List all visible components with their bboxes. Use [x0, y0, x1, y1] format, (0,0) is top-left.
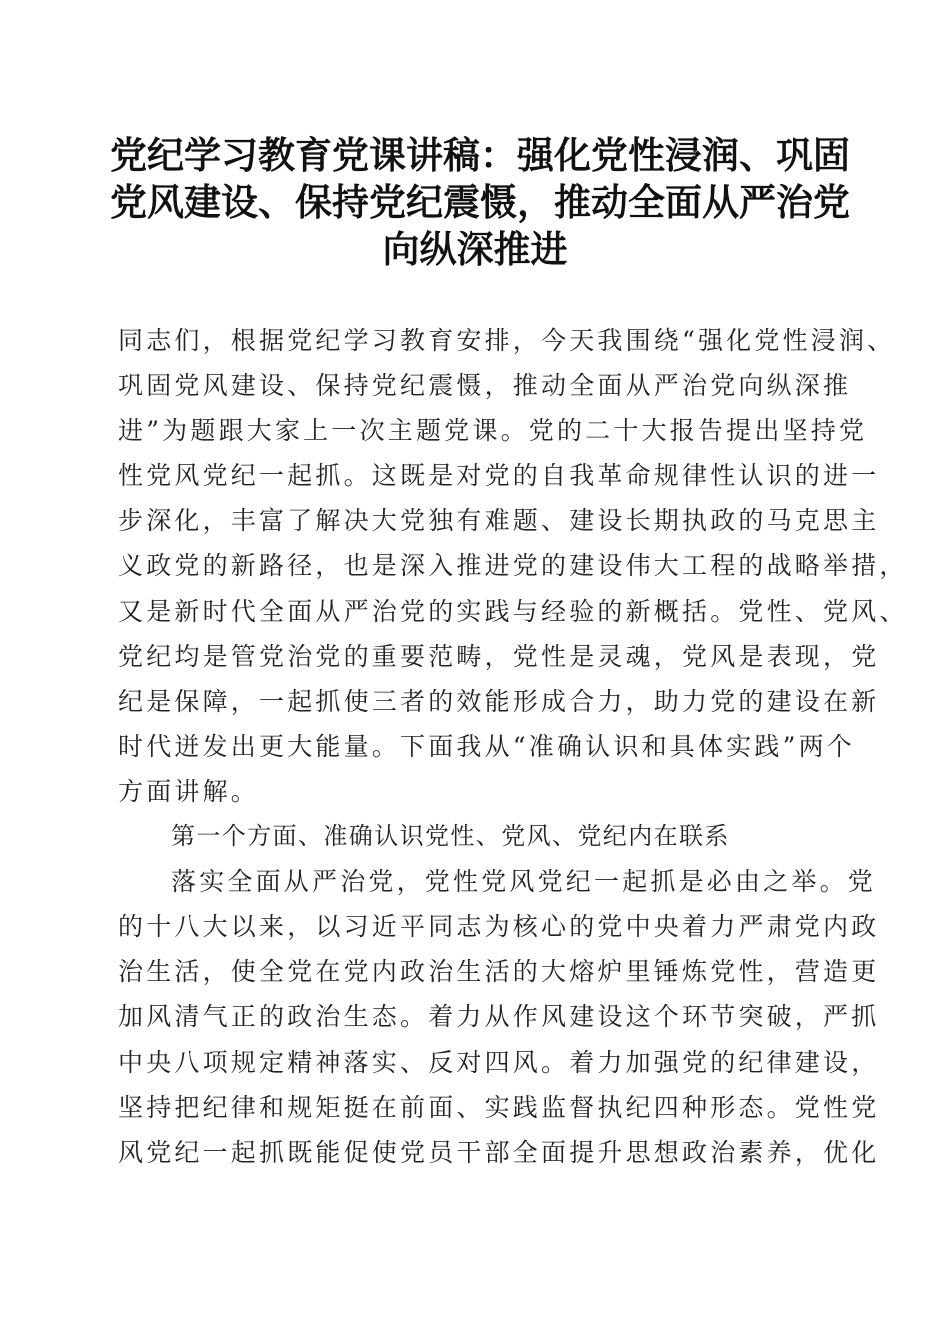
intro-line: 纪是保障，一起抓使三者的效能形成合力，助力党的建设在新: [118, 686, 880, 716]
intro-line: 同志们，根据党纪学习教育安排，今天我围绕“强化党性浸润、: [118, 326, 896, 355]
intro-line: 又是新时代全面从严治党的实践与经验的新概括。党性、党风、: [118, 596, 908, 626]
intro-line: 方面讲解。: [118, 776, 260, 806]
section-line: 加风清气正的政治生态。着力从作风建设这个环节突破，严抓: [118, 1002, 880, 1032]
section-line: 坚持把纪律和规矩挺在前面、实践监督执纪四种形态。党性党: [118, 1092, 880, 1122]
intro-line: 党纪均是管党治党的重要范畴，党性是灵魂，党风是表现，党: [118, 641, 880, 671]
title-line: 党风建设、保持党纪震慑，推动全面从严治党: [110, 180, 850, 224]
section-line: 的十八大以来，以习近平同志为核心的党中央着力严肃党内政: [118, 912, 880, 942]
section-line: 落实全面从严治党，党性党风党纪一起抓是必由之举。党: [171, 867, 877, 897]
intro-line: 义政党的新路径，也是深入推进党的建设伟大工程的战略举措，: [118, 551, 908, 581]
intro-line: 进”为题跟大家上一次主题党课。党的二十大报告提出坚持党: [118, 416, 868, 446]
section-line: 风党纪一起抓既能促使党员干部全面提升思想政治素养，优化: [118, 1137, 880, 1167]
document-title: [110, 132, 850, 273]
intro-line: 性党风党纪一起抓。这既是对党的自我革命规律性认识的进一: [118, 461, 880, 491]
section-line: 治生活，使全党在党内政治生活的大熔炉里锤炼党性，营造更: [118, 957, 880, 987]
intro-line: 巩固党风建设、保持党纪震慑，推动全面从严治党向纵深推: [118, 371, 852, 401]
section-heading: 第一个方面、准确认识党性、党风、党纪内在联系: [171, 822, 730, 851]
title-line: 向纵深推进: [382, 227, 568, 271]
intro-line: 时代迸发出更大能量。下面我从“准确认识和具体实践”两个: [118, 731, 855, 761]
document-body: [118, 318, 908, 1175]
section-line: 中央八项规定精神落实、反对四风。着力加强党的纪律建设，: [118, 1047, 880, 1077]
title-line: 党纪学习教育党课讲稿：强化党性浸润、巩固: [110, 133, 850, 177]
intro-line: 步深化，丰富了解决大党独有难题、建设长期执政的马克思主: [118, 506, 880, 536]
